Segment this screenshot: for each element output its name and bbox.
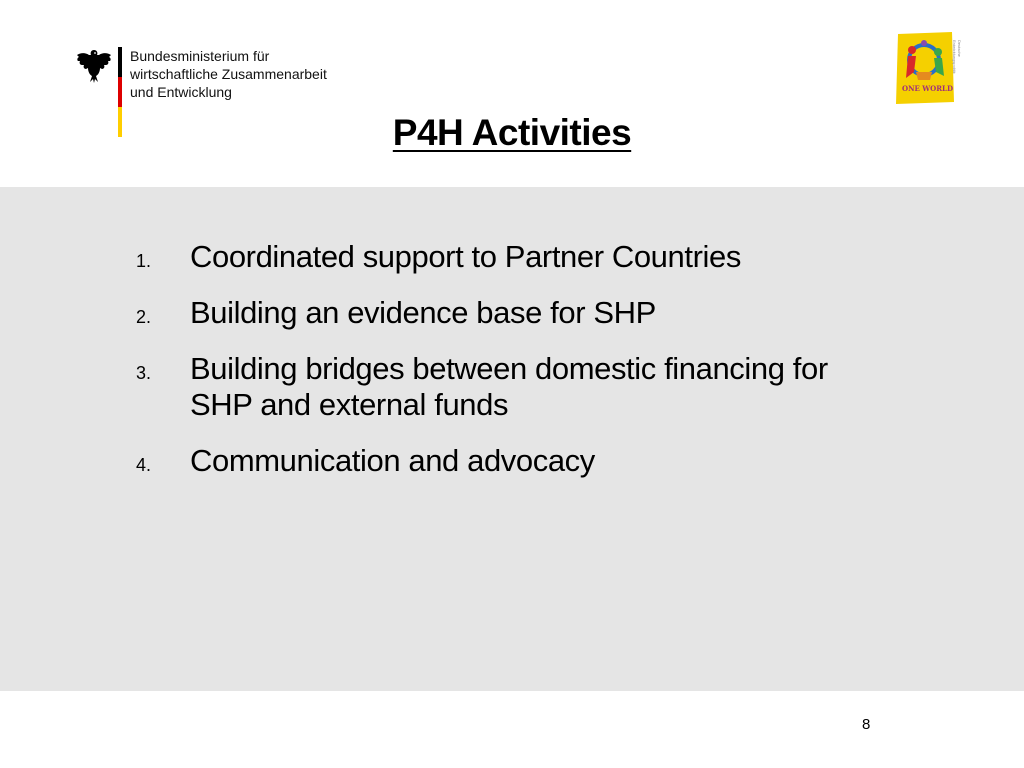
list-item-number: 2.: [136, 307, 152, 327]
list-item-text: Building an evidence base for SHP: [190, 295, 656, 330]
content-panel: [0, 187, 1024, 691]
one-world-side-text: Deutsche Entwicklungspolitik: [952, 40, 962, 74]
list-item: [136, 295, 856, 331]
list-item: [136, 443, 856, 479]
ministry-name: [130, 47, 327, 101]
ministry-line: wirtschaftliche Zusammenarbeit: [130, 66, 327, 82]
list-item-text: Coordinated support to Partner Countries: [190, 239, 741, 274]
list-item-number: 1.: [136, 251, 152, 271]
list-item-text: Communication and advocacy: [190, 443, 595, 478]
one-world-logo: [894, 32, 962, 106]
ministry-line: und Entwicklung: [130, 84, 232, 100]
list-item: [136, 239, 856, 275]
activities-list: [136, 239, 856, 499]
one-world-logo-graphic: [894, 32, 956, 106]
list-item-text: Building bridges between domestic financing for SHP and external funds: [190, 351, 828, 422]
one-world-logo-text: ONE WORLD: [902, 84, 954, 93]
list-item: [136, 351, 856, 423]
federal-eagle-icon: [74, 46, 114, 86]
slide-title: P4H Activities: [392, 112, 632, 153]
page-number: 8: [862, 716, 871, 733]
ministry-line: Bundesministerium für: [130, 48, 270, 64]
list-item-number: 3.: [136, 363, 152, 383]
list-item-number: 4.: [136, 455, 152, 475]
